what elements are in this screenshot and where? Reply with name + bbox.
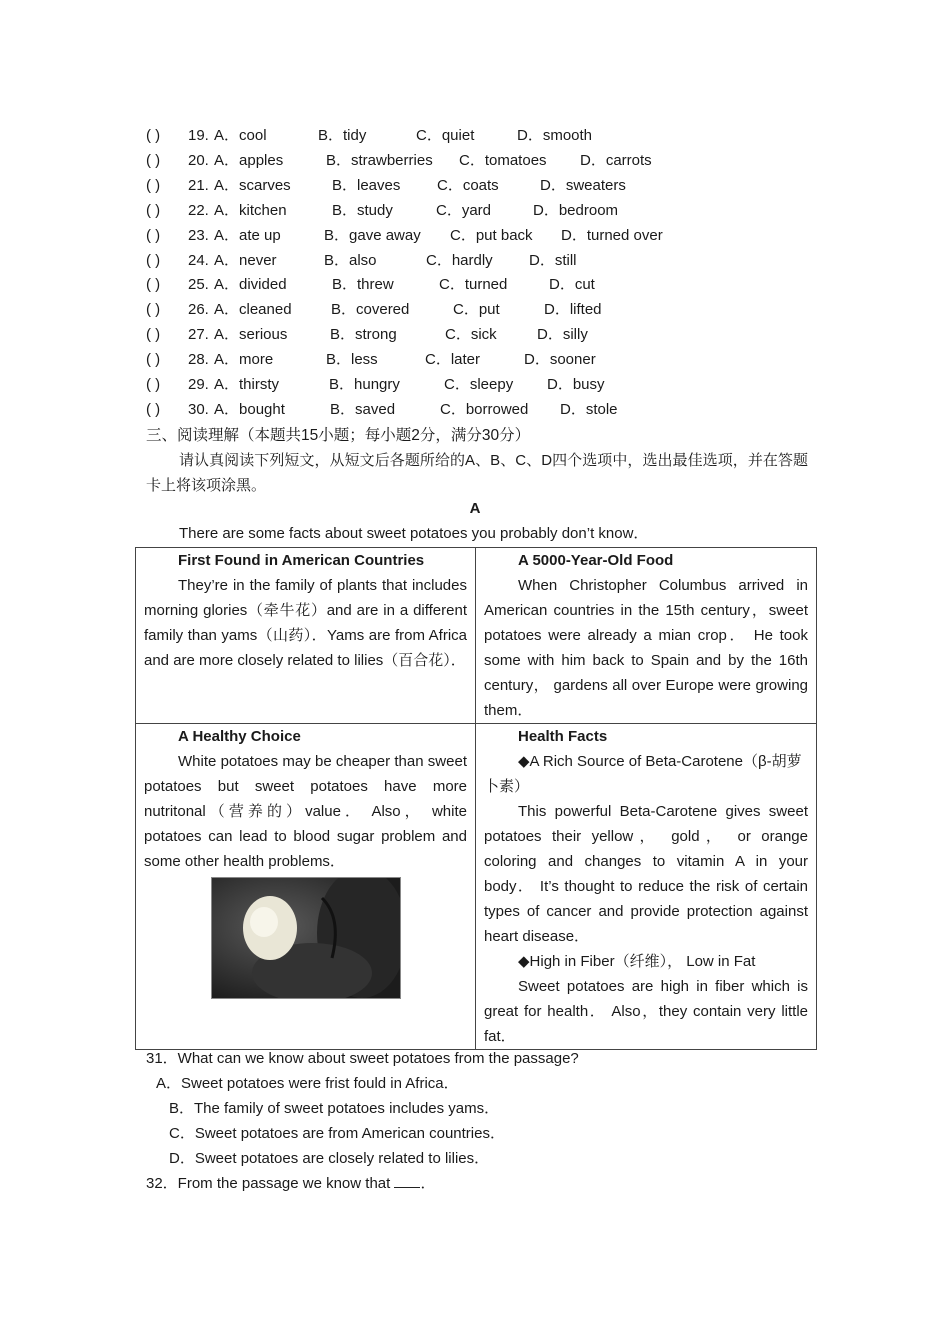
option-d: D．smooth (517, 127, 593, 144)
cell-body: This powerful Beta-Carotene gives sweet potatoes their yellow， gold， or orange coloring and changes to vitamin A in your body． It’s thought to reduce the risk of certain types of cancer and provide protection against heart disease． (484, 803, 808, 945)
cell-title: First Found in American Countries (178, 552, 425, 569)
section-instructions: 请认真阅读下列短文，从短文后各题所给的A、B、C、D四个选项中，选出最佳选项，并在答题卡上将该项涂黑。 (146, 452, 808, 494)
option-b: B．threw (332, 276, 394, 294)
option-b: B．study (332, 201, 393, 219)
facts-cell-first-found (136, 548, 476, 724)
option-c: C．coats (437, 176, 499, 194)
option-b: B．leaves (332, 176, 401, 194)
passage-letter: A (469, 500, 481, 517)
option-c: C．put back (450, 226, 533, 244)
option-d: D．busy (547, 376, 605, 393)
facts-table-row (136, 724, 817, 1050)
answer-paren[interactable]: ( ) (146, 176, 161, 194)
answer-paren[interactable]: ( ) (146, 226, 161, 244)
answer-blank (394, 1173, 420, 1188)
option-a: A．bought (214, 400, 285, 418)
option-b: B．tidy (318, 127, 367, 144)
option-c: C．put (453, 301, 500, 319)
cell-title: A 5000-Year-Old Food (518, 552, 674, 569)
option-c: C．sleepy (444, 376, 514, 393)
option-d: D．sooner (524, 351, 596, 369)
option-d: D．carrots (580, 151, 652, 169)
answer-paren[interactable]: ( ) (146, 326, 161, 344)
answer-paren[interactable]: ( ) (146, 251, 161, 269)
cell-title: A Healthy Choice (178, 728, 301, 745)
question-31-stem: 31．What can we know about sweet potatoes from the passage? (146, 1050, 579, 1067)
facts-table-row (136, 548, 817, 724)
question-number: 23. (188, 226, 209, 244)
option-d: D．silly (537, 326, 588, 344)
option-d: D．bedroom (533, 201, 619, 219)
cell-body: When Christopher Columbus arrived in American countries in the 15th century，sweet potatoes were already a mian crop． He took some with him back to Spain and by the 16th century， gardens all over Europe were growing them． (484, 577, 808, 719)
question-number: 21. (188, 176, 209, 194)
question-number: 27. (188, 326, 209, 344)
option-a: A．divided (214, 276, 287, 294)
question-31-option-b: B．The family of sweet potatoes includes yams． (169, 1100, 500, 1117)
option-b: B．also (324, 251, 377, 269)
option-b: B．strawberries (326, 151, 433, 169)
option-a: A．thirsty (214, 376, 280, 393)
option-c: C．sick (445, 326, 497, 344)
option-a: A．scarves (214, 176, 291, 194)
section-title: 三、阅读理解（本题共15小题；每小题2分，满分30分） (146, 427, 531, 444)
option-c: C．later (425, 351, 481, 369)
question-number: 26. (188, 301, 209, 319)
cell-body: They’re in the family of plants that includes morning glories（牵牛花）and are in a different family than yams（山药）．Yams are from Africa and are more closely related to lilies（百合花）． (144, 577, 467, 669)
question-number: 29. (188, 376, 209, 393)
answer-paren[interactable]: ( ) (146, 351, 161, 369)
question-number: 30. (188, 400, 209, 418)
question-31-option-d: D．Sweet potatoes are closely related to lilies． (169, 1150, 490, 1167)
facts-cell-healthy-choice (136, 724, 476, 1050)
option-b: B．hungry (329, 376, 400, 393)
option-d: D．sweaters (540, 176, 626, 194)
answer-paren[interactable]: ( ) (146, 127, 161, 144)
option-c: C．hardly (426, 251, 493, 269)
question-32-stem-end: ． (420, 1175, 436, 1192)
option-a: A．apples (214, 151, 284, 169)
option-c: C．borrowed (440, 400, 529, 418)
option-a: A．ate up (214, 226, 281, 244)
option-b: B．less (326, 351, 378, 369)
question-number: 19. (188, 127, 209, 144)
question-number: 22. (188, 201, 209, 219)
facts-cell-health-facts (476, 724, 817, 1050)
question-32-stem (146, 1172, 435, 1196)
question-32-stem-text: 32．From the passage we know that (146, 1175, 391, 1192)
facts-table (135, 547, 817, 1050)
option-d: D．lifted (544, 301, 602, 319)
option-a: A．serious (214, 326, 288, 344)
cell-body: Sweet potatoes are high in fiber which is great for health． Also，they contain very little fat． (484, 978, 808, 1045)
option-b: B．covered (331, 301, 410, 319)
answer-paren[interactable]: ( ) (146, 151, 161, 169)
fact-bullet: ◆High in Fiber（纤维）， Low in Fat (518, 953, 756, 970)
passage-intro: There are some facts about sweet potatoes you probably don’t know． (179, 525, 649, 542)
option-d: D．turned over (561, 226, 663, 244)
question-31-option-c: C．Sweet potatoes are from American countries． (169, 1125, 505, 1142)
question-number: 28. (188, 351, 209, 369)
answer-paren[interactable]: ( ) (146, 400, 161, 418)
answer-paren[interactable]: ( ) (146, 201, 161, 219)
option-c: C．turned (439, 276, 508, 294)
option-a: A．cool (214, 127, 267, 144)
option-b: B．strong (330, 326, 397, 344)
question-number: 25. (188, 276, 209, 294)
cell-body: White potatoes may be cheaper than sweet potatoes but sweet potatoes have more nutritonal（营养的）value． Also， white potatoes can lead to blood sugar problem and some other health problems． (144, 753, 467, 870)
facts-cell-5000-year-old (476, 548, 817, 724)
option-a: A．more (214, 351, 274, 369)
option-c: C．yard (436, 201, 492, 219)
fact-bullet: ◆A Rich Source of Beta-Carotene（β-胡萝卜素） (484, 753, 802, 795)
option-c: C．quiet (416, 127, 475, 144)
option-d: D．cut (549, 276, 595, 294)
option-b: B．gave away (324, 226, 421, 244)
question-31-option-a: A．Sweet potatoes were frist fould in Africa． (156, 1075, 459, 1092)
option-a: A．never (214, 251, 277, 269)
option-a: A．kitchen (214, 201, 287, 219)
answer-paren[interactable]: ( ) (146, 276, 161, 294)
option-a: A．cleaned (214, 301, 292, 319)
answer-paren[interactable]: ( ) (146, 376, 161, 393)
answer-paren[interactable]: ( ) (146, 301, 161, 319)
sweet-potato-photo (211, 877, 401, 999)
option-d: D．still (529, 251, 577, 269)
option-c: C．tomatoes (459, 151, 547, 169)
question-number: 24. (188, 251, 209, 269)
option-d: D．stole (560, 400, 618, 418)
cell-title: Health Facts (518, 728, 608, 745)
option-b: B．saved (330, 400, 396, 418)
question-number: 20. (188, 151, 209, 169)
